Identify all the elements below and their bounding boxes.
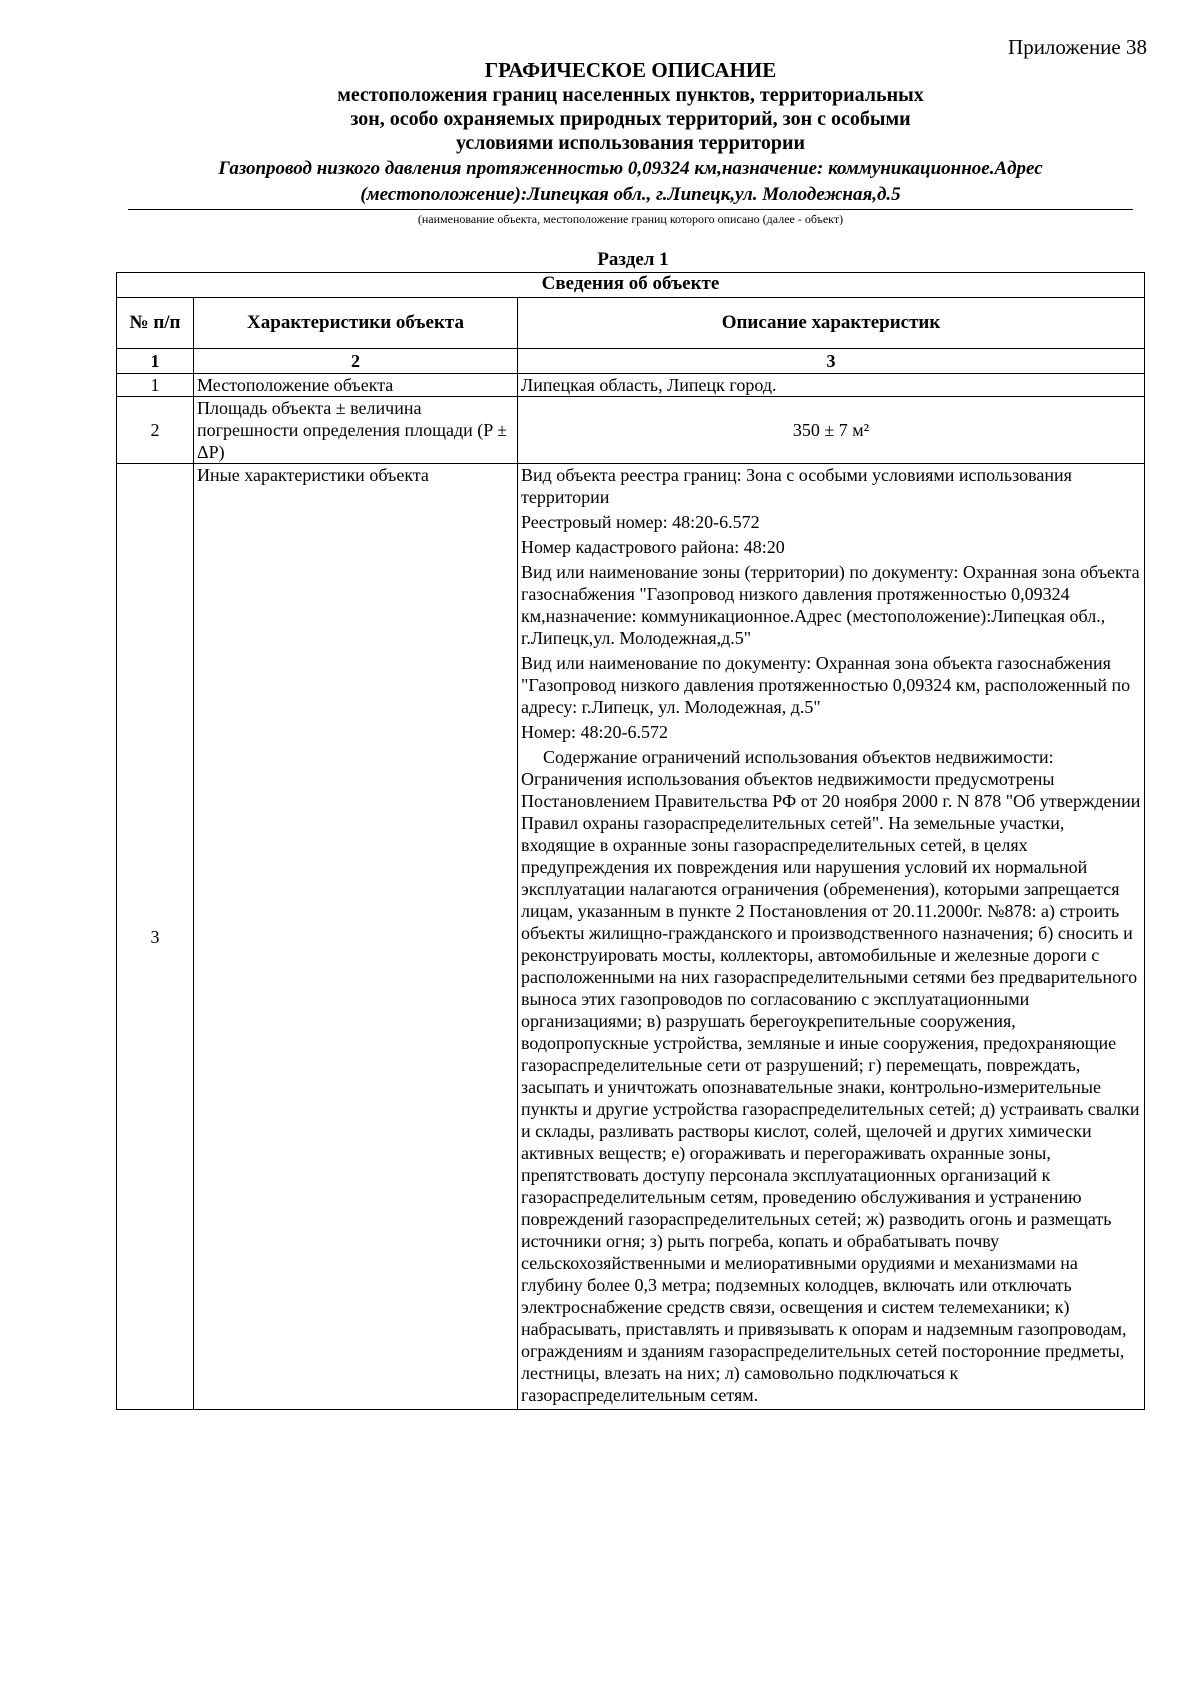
document-header	[128, 58, 1133, 227]
header-divider	[128, 209, 1133, 210]
column-number: 2	[194, 349, 518, 374]
row-description: 350 ± 7 м²	[518, 397, 1145, 464]
object-caption: (наименование объекта, местоположение границ которого описано (далее - объект)	[417, 212, 844, 226]
table-row	[117, 374, 1145, 397]
row-number: 2	[117, 397, 194, 464]
row-characteristic: Иные характеристики объекта	[194, 464, 518, 1410]
subtitle-line: местоположения границ населенных пунктов, территориальных	[337, 84, 924, 106]
row-description	[518, 464, 1145, 1410]
column-header-characteristics: Характеристики объекта	[194, 298, 518, 349]
description-paragraph: Вид объекта реестра границ: Зона с особыми условиями использования территории	[521, 465, 1072, 507]
description-paragraph: Номер: 48:20-6.572	[521, 722, 669, 742]
table-banner: Сведения об объекте	[117, 273, 1145, 298]
column-number: 1	[117, 349, 194, 374]
row-number: 1	[117, 374, 194, 397]
description-paragraph: Реестровый номер: 48:20-6.572	[521, 512, 760, 532]
subtitle-line: условиями использования территории	[455, 132, 806, 154]
document-title: ГРАФИЧЕСКОЕ ОПИСАНИЕ	[484, 58, 777, 82]
description-paragraph: Вид или наименование зоны (территории) по документу: Охранная зона объекта газоснабжения "Газопровод низкого давления протяженностью 0,09324 км,назначение: коммуникационное.Адрес (местоположение):Липецкая обл., г.Липецк,ул. Молодежная,д.5"	[521, 562, 1140, 648]
appendix-label: Приложение 38	[1008, 35, 1147, 59]
column-header-description: Описание характеристик	[518, 298, 1145, 349]
object-name-line: (местоположение):Липецкая обл., г.Липецк,ул. Молодежная,д.5	[360, 184, 901, 205]
row-number: 3	[117, 464, 194, 1410]
description-paragraph: Номер кадастрового района: 48:20	[521, 537, 785, 557]
row-characteristic: Площадь объекта ± величина погрешности определения площади (P ± ΔP)	[194, 397, 518, 464]
object-info-table	[116, 272, 1145, 1410]
table-row	[117, 397, 1145, 464]
object-name-line: Газопровод низкого давления протяженностью 0,09324 км,назначение: коммуникационное.Адрес	[218, 158, 1043, 179]
section-title: Раздел 1	[597, 249, 669, 270]
table-row	[117, 464, 1145, 1410]
row-characteristic: Местоположение объекта	[194, 374, 518, 397]
column-number: 3	[518, 349, 1145, 374]
row-description: Липецкая область, Липецк город.	[518, 374, 1145, 397]
column-header-number: № п/п	[117, 298, 194, 349]
description-paragraph: Вид или наименование по документу: Охранная зона объекта газоснабжения "Газопровод низкого давления протяженностью 0,09324 км, расположенный по адресу: г.Липецк, ул. Молодежная, д.5"	[521, 653, 1131, 717]
restrictions-paragraph: Содержание ограничений использования объектов недвижимости: Ограничения использования объектов недвижимости предусмотрены Постановлением Правительства РФ от 20 ноября 2000 г. N 878 "Об утверждении Правил охраны газораспределительных сетей". На земельные участки, входящие в охранные зоны газораспределительных сетей, в целях предупреждения их повреждения или нарушения условий их нормальной эксплуатации налагаются ограничения (обременения), которыми запрещается лицам, указанным в пункте 2 Постановления от 20.11.2000г. №878: а) строить объекты жилищно-гражданского и производственного назначения; б) сносить и реконструировать мосты, коллекторы, автомобильные и железные дороги с расположенными на них газораспределительными сетями без предварительного выноса этих газопроводов по согласованию с эксплуатационными организациями; в) разрушать берегоукрепительные сооружения, водопропускные устройства, земляные и иные сооружения, предохраняющие газораспределительные сети от разрушений; г) перемещать, повреждать, засыпать и уничтожать опознавательные знаки, контрольно-измерительные пункты и другие устройства газораспределительных сетей; д) устраивать свалки и склады, разливать растворы кислот, солей, щелочей и других химически активных веществ; е) огораживать и перегораживать охранные зоны, препятствовать доступу персонала эксплуатационных организаций к газораспределительным сетям, проведению обслуживания и устранению повреждений газораспределительных сетей; ж) разводить огонь и размещать источники огня; з) рыть погреба, копать и обрабатывать почву сельскохозяйственными и мелиоративными орудиями и механизмами на глубину более 0,3 метра; подземных колодцев, включать или отключать электроснабжение средств связи, освещения и систем телемеханики; к) набрасывать, приставлять и привязывать к опорам и надземным газопроводам, ограждениям и зданиям газораспределительных сетей посторонние предметы, лестницы, влезать на них; л) самовольно подключаться к газораспределительным сетям.	[521, 747, 1141, 1405]
subtitle-line: зон, особо охраняемых природных территорий, зон с особыми	[350, 108, 911, 130]
